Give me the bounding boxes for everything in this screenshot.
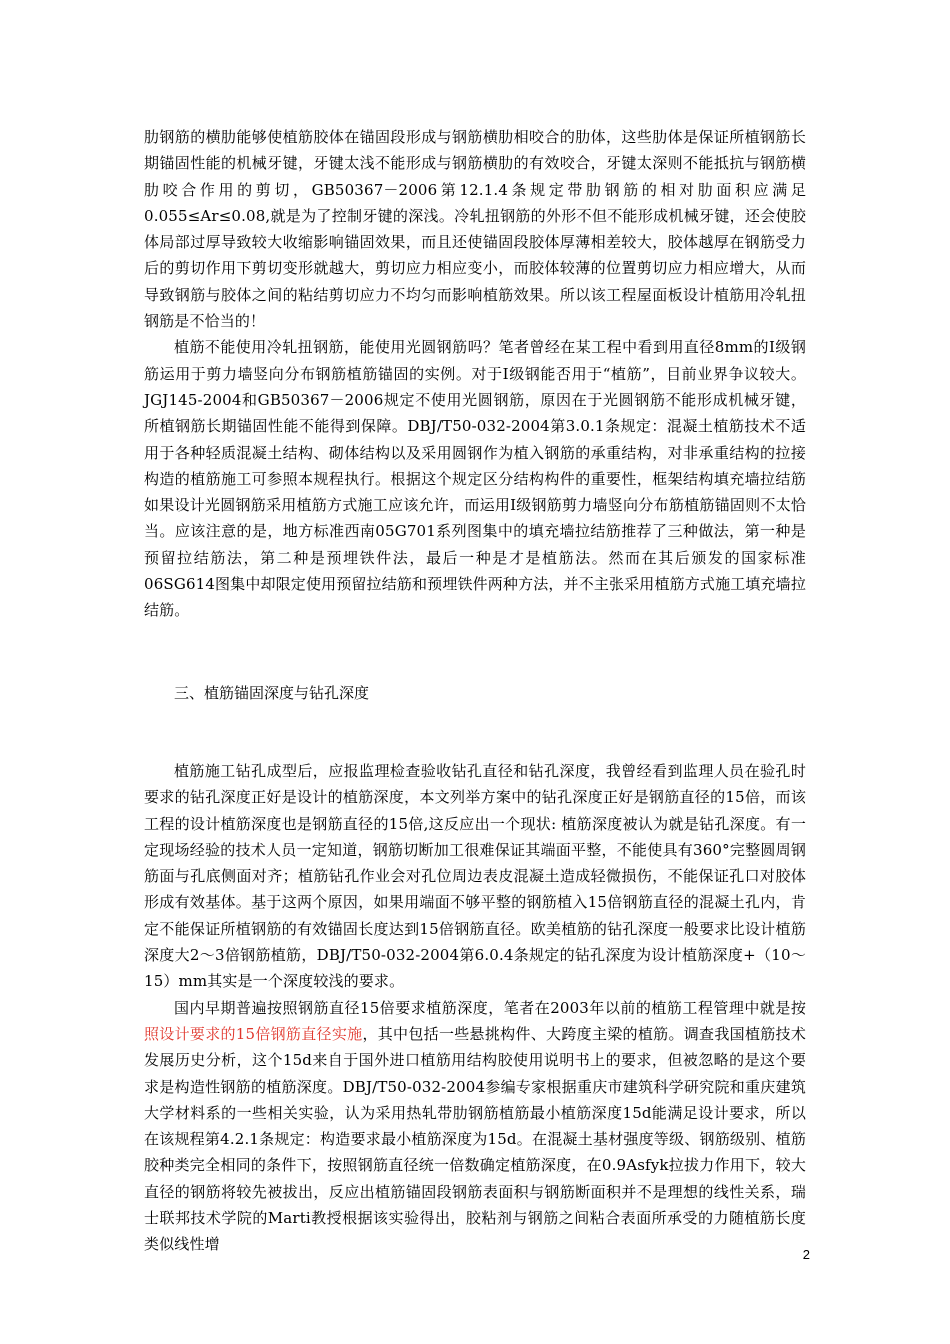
section-heading: 三、植筋锚固深度与钻孔深度: [174, 683, 370, 702]
body-paragraph: [144, 995, 806, 1258]
document-page: [144, 124, 806, 1258]
body-paragraph: 植筋不能使用冷轧扭钢筋，能使用光圆钢筋吗？笔者曾经在某工程中看到用直径8mm的Ⅰ级钢筋运用于剪力墙竖向分布钢筋植筋锚固的实例。对于Ⅰ级钢能否用于“植筋”，目前业界争议较大。JGJ145-2004和GB50367－2006规定不使用光圆钢筋，原因在于光圆钢筋不能形成机械牙键，所植钢筋长期锚固性能不能得到保障。DBJ/T50-032-2004第3.0.1条规定：混凝土植筋技术不适用于各种轻质混凝土结构、砌体结构以及采用圆钢作为植入钢筋的承重结构，对非承重结构的拉接构造的植筋施工可参照本规程执行。根据这个规定区分结构构件的重要性，框架结构填充墙拉结筋如果设计光圆钢筋采用植筋方式施工应该允许，而运用Ⅰ级钢筋剪力墙竖向分布筋植筋锚固则不太恰当。应该注意的是，地方标准西南05G701系列图集中的填充墙拉结筋推荐了三种做法，第一种是预留拉结筋法，第二种是预埋铁件法，最后一种是才是植筋法。然而在其后颁发的国家标准06SG614图集中却限定使用预留拉结筋和预埋铁件两种方法，并不主张采用植筋方式施工填充墙拉结筋。: [144, 338, 806, 620]
highlighted-text: 照设计要求的15倍钢筋直径实施: [144, 1024, 363, 1043]
body-text: ，其中包括一些悬挑构件、大跨度主梁的植筋。调查我国植筋技术发展历史分析，这个15d来自于国外进口植筋用结构胶使用说明书上的要求，但被忽略的是这个要求是构造性钢筋的植筋深度。DBJ/T50-032-2004参编专家根据重庆市建筑科学研究院和重庆建筑大学材料系的一些相关实验，认为采用热轧带肋钢筋植筋最小植筋深度15d能满足设计要求，所以在该规程第4.2.1条规定：构造要求最小植筋深度为15d。在混凝土基材强度等级、钢筋级别、植筋胶种类完全相同的条件下，按照钢筋直径统一倍数确定植筋深度，在0.9Asfyk拉拔力作用下，较大直径的钢筋将较先被拔出，反应出植筋锚固段钢筋表面积与钢筋断面积并不是理想的线性关系，瑞士联邦技术学院的Marti教授根据该实验得出，胶粘剂与钢筋之间粘合表面所承受的力随植筋长度类似线性增: [144, 1024, 806, 1254]
page-number: 2: [802, 1247, 810, 1262]
body-paragraph: 植筋施工钻孔成型后，应报监理检查验收钻孔直径和钻孔深度，我曾经看到监理人员在验孔时要求的钻孔深度正好是设计的植筋深度，本文列举方案中的钻孔深度正好是钢筋直径的15倍，而该工程的设计植筋深度也是钢筋直径的15倍,这反应出一个现状: 植筋深度被认为就是钻孔深度。有一定现场经验的技术人员一定知道，钢筋切断加工很难保证其端面平整，不能使具有360°完整圆周钢筋面与孔底侧面对齐；植筋钻孔作业会对孔位周边表皮混凝土造成轻微损伤，不能保证孔口对胶体形成有效基体。基于这两个原因，如果用端面不够平整的钢筋植入15倍钢筋直径的混凝土孔内，肯定不能保证所植钢筋的有效锚固长度达到15倍钢筋直径。欧美植筋的钻孔深度一般要求比设计植筋深度大2～3倍钢筋植筋，DBJ/T50-032-2004第6.0.4条规定的钻孔深度为设计植筋深度+（10～15）mm其实是一个深度较浅的要求。: [144, 761, 806, 991]
body-paragraph: 肋钢筋的横肋能够使植筋胶体在锚固段形成与钢筋横肋相咬合的肋体，这些肋体是保证所植钢筋长期锚固性能的机械牙键，牙键太浅不能形成与钢筋横肋的有效咬合，牙键太深则不能抵抗与钢筋横肋咬合作用的剪切，GB50367－2006第12.1.4条规定带肋钢筋的相对肋面积应满足0.055≤Ar≤0.08,就是为了控制牙键的深浅。冷轧扭钢筋的外形不但不能形成机械牙键，还会使胶体局部过厚导致较大收缩影响锚固效果，而且还使锚固段胶体厚薄相差较大，胶体越厚在钢筋受力后的剪切作用下剪切变形就越大，剪切应力相应变小，而胶体较薄的位置剪切应力相应增大，从而导致钢筋与胶体之间的粘结剪切应力不均匀而影响植筋效果。所以该工程屋面板设计植筋用冷轧扭钢筋是不恰当的！: [144, 128, 806, 331]
body-text: 国内早期普遍按照钢筋直径15倍要求植筋深度，笔者在2003年以前的植筋工程管理中就是按: [174, 998, 806, 1017]
